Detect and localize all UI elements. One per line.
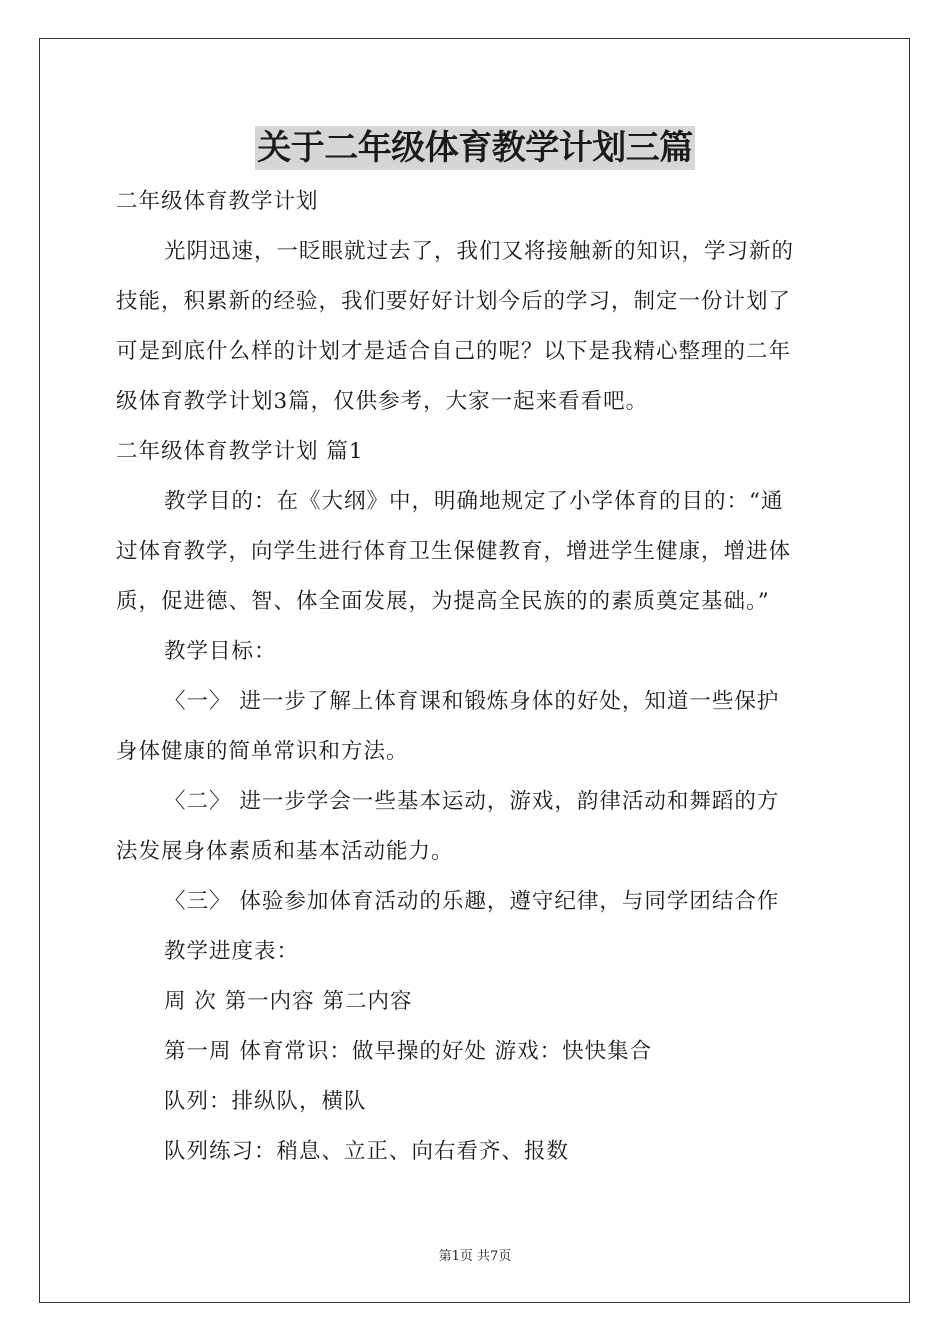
text-line: 身体健康的简单常识和方法。 [116,739,409,764]
text-line: 〈二〉 进一步学会一些基本运动，游戏，韵律活动和舞蹈的方 [164,789,780,814]
text-line: 教学目的：在《大纲》中，明确地规定了小学体育的目的：“通 [164,489,784,514]
document-title: 关于二年级体育教学计划三篇 [257,128,693,168]
document-body [116,177,836,1177]
text-line: 可是到底什么样的计划才是适合自己的呢？以下是我精心整理的二年 [116,339,792,364]
text-line: 过体育教学，向学生进行体育卫生保健教育，增进学生健康，增进体 [116,539,792,564]
title-container [0,126,950,170]
text-line: 质，促进德、智、体全面发展，为提高全民族的的素质奠定基础。” [116,589,770,614]
text-line: 二年级体育教学计划 [116,189,319,214]
text-line: 队列练习：稍息、立正、向右看齐、报数 [164,1139,570,1164]
text-line: 教学进度表： [164,939,300,964]
text-line: 周 次 第一内容 第二内容 [164,989,413,1014]
text-line: 法发展身体素质和基本活动能力。 [116,839,454,864]
text-line: 光阴迅速，一眨眼就过去了，我们又将接触新的知识，学习新的 [164,239,795,264]
text-line: 第一周 体育常识：做早操的好处 游戏：快快集合 [164,1039,653,1064]
text-line: 队列：排纵队，横队 [164,1089,367,1114]
text-line: 技能，积累新的经验，我们要好好计划今后的学习，制定一份计划了 [116,289,792,314]
text-line: 二年级体育教学计划 篇1 [116,439,364,464]
text-line: 〈一〉 进一步了解上体育课和锻炼身体的好处，知道一些保护 [164,689,780,714]
text-line: 级体育教学计划3篇，仅供参考，大家一起来看看吧。 [116,389,649,414]
text-line: 教学目标： [164,639,277,664]
page-footer: 第1页 共7页 [438,1249,512,1264]
text-line: 〈三〉 体验参加体育活动的乐趣，遵守纪律，与同学团结合作 [164,889,780,914]
